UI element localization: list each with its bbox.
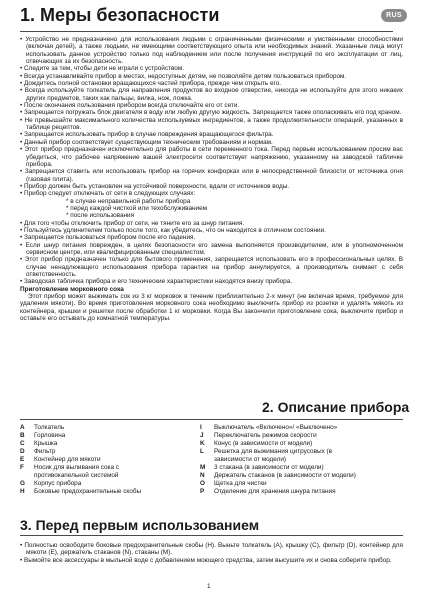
part-row xyxy=(200,472,405,480)
bullet-item: • Всегда используйте толкатель для направления продуктов во входное отверстие, никогда не используйте для этого никаких других предметов, таких как пальцы, вилка, нож, ложка. xyxy=(20,87,403,102)
part-letter: L xyxy=(200,448,204,455)
bullet-item: • Дождитесь полной остановки вращающихся частей прибора, прежде чем открыть его. xyxy=(20,80,403,87)
part-letter: F xyxy=(20,464,24,471)
bullet-item: • Для того чтобы отключить прибор от сети, не тяните его за шнур питания. xyxy=(20,220,403,227)
part-label: Контейнер для мякоти xyxy=(34,456,101,463)
part-letter: I xyxy=(200,424,202,431)
part-row xyxy=(200,488,405,496)
sub-item: * перед каждой чисткой или техобслуживанием xyxy=(20,205,403,212)
part-letter: O xyxy=(200,480,205,487)
part-label: Носик для выливания сока с xyxy=(34,464,119,471)
bullet-item: • После окончания пользования прибором всегда отключайте его от сети. xyxy=(20,102,403,109)
bullet-item: • Запрещается ставить или использовать прибор на горячих конфорках или в непосредственной близости от источника огня (газовая плита). xyxy=(20,168,403,183)
bullet-item: • Полностью освободите боковые предохранительные скобы (H). Выньте толкатель (A), крышку (C), фильтр (D), контейнер для мякоти (E), держатель стаканов (N), стаканы (M). xyxy=(20,542,403,557)
part-row xyxy=(20,448,200,456)
part-letter: P xyxy=(200,488,205,495)
bullet-item: • Запрещается погружать блок двигателя в воду или любую другую жидкость. Запрещается также ополаскивать его под краном. xyxy=(20,109,403,116)
part-letter: M xyxy=(200,464,206,471)
bullet-item: • Устройство не предназначено для использования людьми с ограниченными физическими и умственными способностями (включая детей), а также людьми, не имеющими соответствующего опыта или необходимых знаний. Указанные лица могут использовать данное устройство только под наблюдением или после получения инструкций по его эксплуатации от лиц, отвечающих за их безопасность. xyxy=(20,36,403,65)
part-label: Конус (в зависимости от модели) xyxy=(214,440,313,447)
part-row xyxy=(20,456,200,464)
part-letter: B xyxy=(20,432,25,439)
bullet-item: • Всегда устанавливайте прибор в местах, недоступных детям, не позволяйте детям пользоваться прибором. xyxy=(20,73,403,80)
bullet-item: • Этот прибор предназначен только для бытового применения, запрещается использовать его в профессиональных целях. В случае ненадлежащего использования прибора гарантия на прибор аннулируется, а производитель снимает с себя ответственность. xyxy=(20,256,403,278)
part-label: Боковые предохранительные скобы xyxy=(34,488,142,495)
part-label: Держатель стаканов (в зависимости от модели) xyxy=(214,472,356,479)
bullet-item: • Прибор должен быть установлен на устойчивой поверхности, вдали от источников воды. xyxy=(20,183,403,190)
part-row xyxy=(200,480,405,488)
part-row xyxy=(200,432,405,440)
part-row xyxy=(20,464,200,480)
part-label: Переключатель режимов скорости xyxy=(214,432,317,439)
part-label-continued: противокапельной системой xyxy=(34,472,119,479)
section-1-rule xyxy=(20,31,393,32)
part-label: Решетка для выжимания цитрусовых (в xyxy=(214,448,333,455)
part-row xyxy=(200,464,405,472)
part-letter: K xyxy=(200,440,205,447)
bullet-item: • Не превышайте максимального количества используемых ингредиентов, а также продолжительности операций, указанных в таблице рецептов. xyxy=(20,117,403,132)
bullet-item: • Запрещается пользоваться прибором после его падения. xyxy=(20,234,403,241)
part-label: Отделение для хранения шнура питания xyxy=(214,488,336,495)
sub-item: * в случае неправильной работы прибора xyxy=(20,198,403,205)
language-badge: RUS xyxy=(381,9,407,22)
bullet-item: • Данный прибор соответствует существующим техническим требованиям и нормам. xyxy=(20,139,403,146)
part-label: Крышка xyxy=(34,440,58,447)
bullet-item: • Если шнур питания поврежден, в целях безопасности его замена выполняется производителем, или в уполномоченном сервисном центре, или квалифицированным специалистом. xyxy=(20,242,403,257)
part-row xyxy=(20,488,200,496)
part-letter: A xyxy=(20,424,25,431)
subheading: Приготовление морковного сока xyxy=(20,285,124,293)
part-letter: C xyxy=(20,440,25,447)
part-letter: N xyxy=(200,472,205,479)
part-row xyxy=(200,440,405,448)
part-row xyxy=(20,480,200,488)
parts-column-left xyxy=(20,424,200,496)
part-label: Выключатель «Включено»/ «Выключено» xyxy=(214,424,338,431)
bullet-item: • Прибор следует отключать от сети в следующих случаях: xyxy=(20,190,403,197)
section-3-title: 3. Перед первым использованием xyxy=(20,517,260,533)
paragraph: Этот прибор может выжимать сок из 3 кг морковок в течение приблизительно 2-х минут (не включая время, требуемое для удаления мякоти). Во время приготовления морковного сока необходимо выключить прибор из розетки и удалять мякоть из контейнера, крышки и решетки после обработки 1 кг морковки. Когда Вы закончили приготовление сока, выключите прибор и оставьте его остывать до комнатной температуры. xyxy=(20,293,403,323)
section-1-body xyxy=(20,36,403,322)
part-row xyxy=(200,424,405,432)
sub-item: * после использования xyxy=(20,212,403,219)
bullet-item: • Этот прибор предназначен исключительно для работы в сети переменного тока. Перед первым использованием просим вас убедиться, что рабочее напряжение вашей электросети соответствует напряжению, указанному на заводской табличке прибора. xyxy=(20,146,403,168)
part-label: Фильтр xyxy=(34,448,56,455)
bullet-item: • Пользуйтесь удлинителем только после того, как убедитесь, что он находится в отличном состоянии. xyxy=(20,227,403,234)
section-3-body xyxy=(20,542,403,564)
parts-column-right xyxy=(200,424,405,496)
section-2-rule xyxy=(20,419,403,420)
part-label: 3 стакана (в зависимости от модели) xyxy=(214,464,324,471)
parts-list xyxy=(20,424,405,506)
part-label: Толкатель xyxy=(34,424,65,431)
section-3-rule xyxy=(20,535,403,536)
part-label: Щетка для чистки xyxy=(214,480,267,487)
part-letter: G xyxy=(20,480,25,487)
part-label: Корпус прибора xyxy=(34,480,82,487)
bullet-item: • Вымойте все аксессуары в мыльной воде с добавлением моющего средства, затем высушите их и снова соберите прибор. xyxy=(20,557,403,564)
section-1-title: 1. Меры безопасности xyxy=(20,5,220,25)
bullet-item: • Запрещается использовать прибор в случае повреждения вращающегося фильтра. xyxy=(20,131,403,138)
page-number: 1 xyxy=(207,583,211,590)
part-letter: D xyxy=(20,448,25,455)
part-row xyxy=(20,440,200,448)
part-letter: H xyxy=(20,488,25,495)
part-label: Горловина xyxy=(34,432,66,439)
part-row xyxy=(20,424,200,432)
bullet-item: • Заводская табличка прибора и его технические характеристики находятся внизу прибора. xyxy=(20,278,403,285)
part-letter: J xyxy=(200,432,204,439)
bullet-item: • Следите за тем, чтобы дети не играли с устройством. xyxy=(20,65,403,72)
part-letter: E xyxy=(20,456,25,463)
section-2-title: 2. Описание прибора xyxy=(262,399,410,415)
part-row xyxy=(20,432,200,440)
part-row xyxy=(200,448,405,464)
part-label-continued: зависимости от модели) xyxy=(214,456,287,463)
